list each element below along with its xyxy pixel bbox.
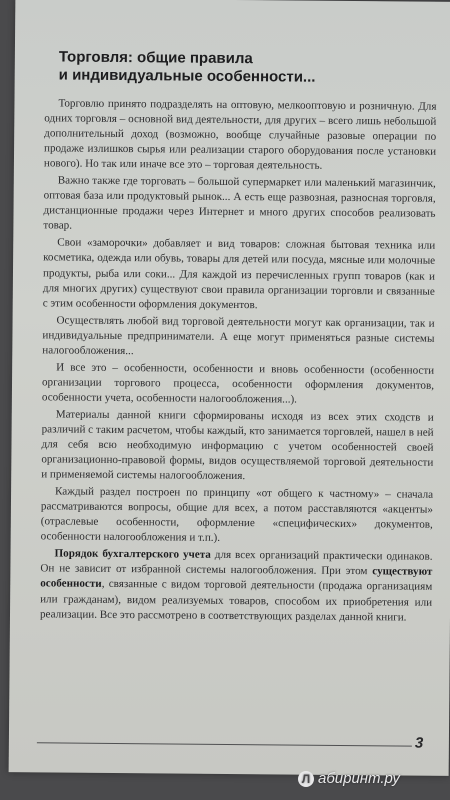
page-number: 3 xyxy=(414,734,424,752)
bold-phrase: существуют особенности xyxy=(40,565,433,591)
title-line-2: и индивидуальные особенности... xyxy=(58,66,316,86)
paragraph: Осуществлять любой вид торговой деятельности могут как организации, так и индивидуальные предприниматели. А еще могут применяться разные системы налогообложения... xyxy=(42,314,435,357)
paragraph-accounting xyxy=(40,547,433,626)
paragraph: Важно также где торговать – большой супермаркет или маленький магазинчик, оптовая база или продуктовый рынок... А есть еще развозная, разносная торговля, дистанционные продажи через Интернет и много других способов реализовать товар. xyxy=(43,174,436,232)
paragraph-text: , связанные с видом торговой деятельности (продажа организациям или гражданам), видом реализуемых товаров, способом их приобретения или реализации. Все это рассмотрено в соответствующих разделах данной книги. xyxy=(39,578,433,624)
watermark-text: абиринт.ру xyxy=(318,770,400,787)
paragraph: Торговлю принято подразделять на оптовую, мелкооптовую и розничную. Для одних торговля – основной вид деятельности, для других – всего лишь небольшой дополнительный доход (возможно, вообще случайные разовые операции по продаже излишков сырья или реализации старого оборудования после установки нового). Но так или иначе все это – торговая деятельность. xyxy=(43,97,437,172)
paragraph: Материалы данной книги сформированы исходя из всех этих сходств и различий с таким расчетом, чтобы каждый, кто занимается торговлей, нашел в ней для себя всю необходимую информацию с учетом особенностей своей организационно-правовой формы, видов осуществляемой торговой деятельности и применяемой системы налогообложения. xyxy=(41,408,434,483)
book-page xyxy=(9,0,450,776)
labirint-logo-icon: Л xyxy=(298,771,314,787)
paragraph: Свои «заморочки» добавляет и вид товаров: сложная бытовая техника или косметика, одежда или обувь, товары для детей или посуда, мясные или молочные продукты, рыба или соки... Для каждой из перечисленных групп товаров (как и для многих других) существуют свои правила организации торговли и связанные с этим особенности оформления документов. xyxy=(42,236,436,311)
page-title xyxy=(59,48,389,87)
watermark xyxy=(298,770,400,787)
paragraph: Каждый раздел построен по принципу «от общего к частному» – сначала рассматриваются вопросы, общие для всех, а потом расставляются «акценты» (отраслевые особенности, оформление «специфических» документов, особенности налогообложения и т.п.). xyxy=(40,485,434,545)
title-line-1: Торговля: общие правила xyxy=(58,48,253,68)
paragraph-text: для всех организаций практически одинаков. Он не зависит от избранной системы налогообложения. При этом xyxy=(40,549,433,578)
body-text xyxy=(40,96,437,627)
paragraph: И все это – особенности, особенности и вновь особенности (особенности организации торгового процесса, особенности оформления документов, особенности учета, особенности налогообложения...). xyxy=(41,361,435,406)
bold-phrase: Порядок бухгалтерского учета xyxy=(54,547,211,562)
footer-rule xyxy=(37,742,412,746)
